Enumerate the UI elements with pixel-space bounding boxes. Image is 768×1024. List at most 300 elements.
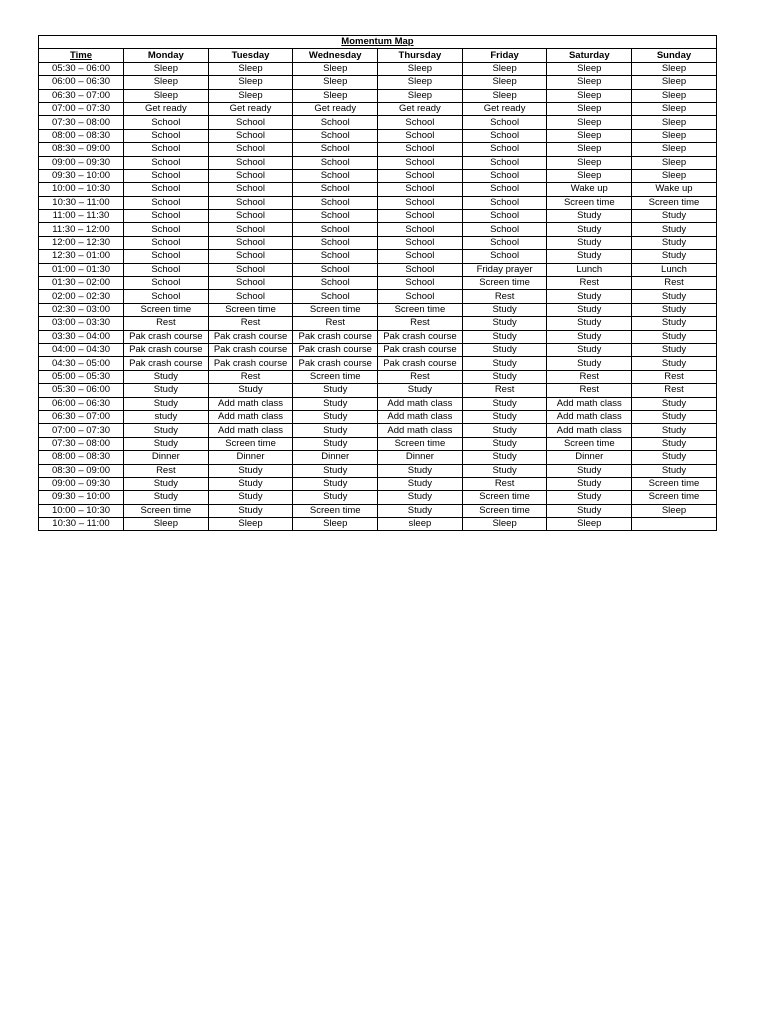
thursday-cell: Sleep	[378, 62, 463, 75]
schedule-body	[39, 62, 717, 531]
time-cell: 06:00 – 06:30	[39, 76, 124, 89]
time-cell: 04:00 – 04:30	[39, 343, 124, 356]
thursday-cell: Study	[378, 477, 463, 490]
thursday-cell: School	[378, 223, 463, 236]
tuesday-cell: School	[208, 236, 293, 249]
wednesday-cell: School	[293, 210, 378, 223]
time-cell: 06:30 – 07:00	[39, 89, 124, 102]
saturday-cell: Study	[547, 477, 632, 490]
friday-cell: School	[462, 196, 547, 209]
thursday-cell: School	[378, 277, 463, 290]
monday-cell: School	[124, 156, 209, 169]
table-row	[39, 236, 717, 249]
tuesday-cell: School	[208, 277, 293, 290]
wednesday-cell: Sleep	[293, 518, 378, 531]
saturday-cell: Add math class	[547, 424, 632, 437]
wednesday-cell: Screen time	[293, 370, 378, 383]
thursday-cell: Pak crash course	[378, 330, 463, 343]
time-cell: 02:30 – 03:00	[39, 303, 124, 316]
sunday-cell: Study	[632, 464, 717, 477]
friday-cell: Friday prayer	[462, 263, 547, 276]
saturday-cell: Study	[547, 290, 632, 303]
thursday-cell: School	[378, 183, 463, 196]
wednesday-cell: School	[293, 236, 378, 249]
monday-cell: Rest	[124, 464, 209, 477]
saturday-cell: Add math class	[547, 397, 632, 410]
wednesday-cell: Study	[293, 477, 378, 490]
tuesday-cell: Pak crash course	[208, 357, 293, 370]
wednesday-cell: Screen time	[293, 504, 378, 517]
friday-cell: School	[462, 210, 547, 223]
time-cell: 09:00 – 09:30	[39, 477, 124, 490]
table-row	[39, 290, 717, 303]
saturday-cell: Sleep	[547, 169, 632, 182]
column-header-monday: Monday	[124, 49, 209, 62]
monday-cell: Pak crash course	[124, 343, 209, 356]
time-cell: 08:30 – 09:00	[39, 143, 124, 156]
table-row	[39, 102, 717, 115]
friday-cell: Rest	[462, 290, 547, 303]
thursday-cell: Pak crash course	[378, 357, 463, 370]
tuesday-cell: Study	[208, 477, 293, 490]
saturday-cell: Study	[547, 303, 632, 316]
tuesday-cell: School	[208, 263, 293, 276]
wednesday-cell: School	[293, 290, 378, 303]
column-header-saturday: Saturday	[547, 49, 632, 62]
thursday-cell: School	[378, 250, 463, 263]
table-row	[39, 384, 717, 397]
friday-cell: School	[462, 129, 547, 142]
sunday-cell: Screen time	[632, 491, 717, 504]
time-cell: 11:30 – 12:00	[39, 223, 124, 236]
friday-cell: Study	[462, 370, 547, 383]
table-row	[39, 518, 717, 531]
monday-cell: School	[124, 277, 209, 290]
tuesday-cell: School	[208, 129, 293, 142]
table-row	[39, 491, 717, 504]
friday-cell: Study	[462, 397, 547, 410]
friday-cell: Screen time	[462, 504, 547, 517]
time-cell: 03:00 – 03:30	[39, 317, 124, 330]
monday-cell: School	[124, 210, 209, 223]
sunday-cell: Study	[632, 223, 717, 236]
table-row	[39, 76, 717, 89]
thursday-cell: Screen time	[378, 303, 463, 316]
sunday-cell: Study	[632, 303, 717, 316]
sunday-cell: Rest	[632, 384, 717, 397]
wednesday-cell: School	[293, 129, 378, 142]
wednesday-cell: Pak crash course	[293, 330, 378, 343]
monday-cell: School	[124, 169, 209, 182]
table-row	[39, 477, 717, 490]
table-row	[39, 437, 717, 450]
column-header-time: Time	[39, 49, 124, 62]
thursday-cell: Sleep	[378, 76, 463, 89]
saturday-cell: Study	[547, 236, 632, 249]
monday-cell: Dinner	[124, 451, 209, 464]
thursday-cell: School	[378, 236, 463, 249]
thursday-cell: School	[378, 129, 463, 142]
friday-cell: Study	[462, 343, 547, 356]
wednesday-cell: Pak crash course	[293, 357, 378, 370]
column-header-sunday: Sunday	[632, 49, 717, 62]
monday-cell: Sleep	[124, 518, 209, 531]
schedule-table	[38, 35, 717, 531]
sunday-cell: Study	[632, 357, 717, 370]
monday-cell: School	[124, 129, 209, 142]
table-row	[39, 303, 717, 316]
wednesday-cell: Study	[293, 424, 378, 437]
saturday-cell: Sleep	[547, 76, 632, 89]
table-row	[39, 424, 717, 437]
friday-cell: School	[462, 116, 547, 129]
monday-cell: Study	[124, 370, 209, 383]
tuesday-cell: Add math class	[208, 410, 293, 423]
tuesday-cell: Pak crash course	[208, 330, 293, 343]
time-cell: 10:30 – 11:00	[39, 196, 124, 209]
tuesday-cell: Rest	[208, 370, 293, 383]
thursday-cell: Study	[378, 464, 463, 477]
friday-cell: Study	[462, 437, 547, 450]
saturday-cell: Sleep	[547, 129, 632, 142]
saturday-cell: Study	[547, 250, 632, 263]
sunday-cell: Study	[632, 343, 717, 356]
thursday-cell: Get ready	[378, 102, 463, 115]
tuesday-cell: Add math class	[208, 424, 293, 437]
time-cell: 12:00 – 12:30	[39, 236, 124, 249]
thursday-cell: Pak crash course	[378, 343, 463, 356]
sunday-cell: Study	[632, 397, 717, 410]
table-row	[39, 210, 717, 223]
thursday-cell: Study	[378, 504, 463, 517]
friday-cell: Rest	[462, 384, 547, 397]
table-row	[39, 129, 717, 142]
saturday-cell: Sleep	[547, 89, 632, 102]
time-cell: 07:00 – 07:30	[39, 424, 124, 437]
sunday-cell: Sleep	[632, 156, 717, 169]
monday-cell: Pak crash course	[124, 357, 209, 370]
thursday-cell: School	[378, 169, 463, 182]
table-row	[39, 370, 717, 383]
wednesday-cell: School	[293, 250, 378, 263]
thursday-cell: Dinner	[378, 451, 463, 464]
sunday-cell: Wake up	[632, 183, 717, 196]
tuesday-cell: School	[208, 116, 293, 129]
column-header-wednesday: Wednesday	[293, 49, 378, 62]
sunday-cell: Sleep	[632, 169, 717, 182]
tuesday-cell: School	[208, 210, 293, 223]
table-row	[39, 317, 717, 330]
time-cell: 08:00 – 08:30	[39, 129, 124, 142]
saturday-cell: Add math class	[547, 410, 632, 423]
time-cell: 03:30 – 04:00	[39, 330, 124, 343]
sunday-cell: Sleep	[632, 76, 717, 89]
friday-cell: School	[462, 236, 547, 249]
saturday-cell: Rest	[547, 277, 632, 290]
friday-cell: Rest	[462, 477, 547, 490]
table-row	[39, 343, 717, 356]
friday-cell: Study	[462, 317, 547, 330]
table-row	[39, 250, 717, 263]
wednesday-cell: Screen time	[293, 303, 378, 316]
tuesday-cell: School	[208, 223, 293, 236]
thursday-cell: School	[378, 116, 463, 129]
table-row	[39, 263, 717, 276]
saturday-cell: Screen time	[547, 196, 632, 209]
sunday-cell: Study	[632, 317, 717, 330]
wednesday-cell: School	[293, 277, 378, 290]
saturday-cell: Study	[547, 223, 632, 236]
table-row	[39, 330, 717, 343]
saturday-cell: Dinner	[547, 451, 632, 464]
thursday-cell: Screen time	[378, 437, 463, 450]
wednesday-cell: Sleep	[293, 62, 378, 75]
thursday-cell: School	[378, 143, 463, 156]
thursday-cell: School	[378, 210, 463, 223]
tuesday-cell: Sleep	[208, 518, 293, 531]
tuesday-cell: Get ready	[208, 102, 293, 115]
sunday-cell: Sleep	[632, 504, 717, 517]
time-cell: 09:30 – 10:00	[39, 491, 124, 504]
friday-cell: Sleep	[462, 89, 547, 102]
wednesday-cell: Study	[293, 384, 378, 397]
thursday-cell: Sleep	[378, 89, 463, 102]
tuesday-cell: Screen time	[208, 437, 293, 450]
friday-cell: School	[462, 156, 547, 169]
tuesday-cell: Pak crash course	[208, 343, 293, 356]
monday-cell: School	[124, 116, 209, 129]
time-cell: 09:00 – 09:30	[39, 156, 124, 169]
table-row	[39, 196, 717, 209]
table-title: Momentum Map	[39, 36, 717, 49]
tuesday-cell: School	[208, 183, 293, 196]
tuesday-cell: Study	[208, 491, 293, 504]
table-row	[39, 277, 717, 290]
friday-cell: School	[462, 143, 547, 156]
wednesday-cell: School	[293, 156, 378, 169]
saturday-cell: Study	[547, 504, 632, 517]
monday-cell: Study	[124, 397, 209, 410]
wednesday-cell: School	[293, 143, 378, 156]
friday-cell: Study	[462, 451, 547, 464]
table-row	[39, 156, 717, 169]
thursday-cell: School	[378, 263, 463, 276]
thursday-cell: Add math class	[378, 410, 463, 423]
tuesday-cell: Study	[208, 504, 293, 517]
title-row	[39, 36, 717, 49]
time-cell: 01:30 – 02:00	[39, 277, 124, 290]
tuesday-cell: Sleep	[208, 62, 293, 75]
saturday-cell: Sleep	[547, 102, 632, 115]
table-row	[39, 357, 717, 370]
friday-cell: School	[462, 223, 547, 236]
time-cell: 06:00 – 06:30	[39, 397, 124, 410]
sunday-cell: Study	[632, 410, 717, 423]
sunday-cell: Rest	[632, 277, 717, 290]
wednesday-cell: Pak crash course	[293, 343, 378, 356]
time-cell: 04:30 – 05:00	[39, 357, 124, 370]
friday-cell: Study	[462, 357, 547, 370]
saturday-cell: Wake up	[547, 183, 632, 196]
time-cell: 09:30 – 10:00	[39, 169, 124, 182]
tuesday-cell: Study	[208, 464, 293, 477]
wednesday-cell: School	[293, 116, 378, 129]
table-row	[39, 89, 717, 102]
sunday-cell: Screen time	[632, 477, 717, 490]
monday-cell: School	[124, 143, 209, 156]
time-cell: 07:30 – 08:00	[39, 437, 124, 450]
sunday-cell: Sleep	[632, 62, 717, 75]
sunday-cell: Study	[632, 437, 717, 450]
wednesday-cell: Study	[293, 397, 378, 410]
tuesday-cell: Add math class	[208, 397, 293, 410]
monday-cell: Sleep	[124, 62, 209, 75]
time-cell: 05:00 – 05:30	[39, 370, 124, 383]
saturday-cell: Sleep	[547, 518, 632, 531]
friday-cell: School	[462, 250, 547, 263]
thursday-cell: School	[378, 156, 463, 169]
wednesday-cell: Rest	[293, 317, 378, 330]
table-row	[39, 143, 717, 156]
monday-cell: Screen time	[124, 504, 209, 517]
time-cell: 10:30 – 11:00	[39, 518, 124, 531]
saturday-cell: Screen time	[547, 437, 632, 450]
sunday-cell: Sleep	[632, 116, 717, 129]
header-row	[39, 49, 717, 62]
sunday-cell: Study	[632, 424, 717, 437]
column-header-thursday: Thursday	[378, 49, 463, 62]
saturday-cell: Lunch	[547, 263, 632, 276]
saturday-cell: Study	[547, 491, 632, 504]
monday-cell: School	[124, 196, 209, 209]
monday-cell: School	[124, 183, 209, 196]
sunday-cell: Study	[632, 330, 717, 343]
tuesday-cell: Rest	[208, 317, 293, 330]
thursday-cell: sleep	[378, 518, 463, 531]
saturday-cell: Sleep	[547, 143, 632, 156]
table-row	[39, 62, 717, 75]
time-cell: 07:30 – 08:00	[39, 116, 124, 129]
saturday-cell: Study	[547, 343, 632, 356]
sunday-cell: Study	[632, 210, 717, 223]
time-cell: 08:00 – 08:30	[39, 451, 124, 464]
time-cell: 10:00 – 10:30	[39, 504, 124, 517]
tuesday-cell: Sleep	[208, 76, 293, 89]
friday-cell: Sleep	[462, 518, 547, 531]
monday-cell: School	[124, 263, 209, 276]
wednesday-cell: Get ready	[293, 102, 378, 115]
monday-cell: Sleep	[124, 76, 209, 89]
friday-cell: Sleep	[462, 76, 547, 89]
tuesday-cell: Study	[208, 384, 293, 397]
monday-cell: Study	[124, 491, 209, 504]
wednesday-cell: School	[293, 183, 378, 196]
sunday-cell: Sleep	[632, 129, 717, 142]
table-row	[39, 410, 717, 423]
sunday-cell: Study	[632, 236, 717, 249]
wednesday-cell: Study	[293, 464, 378, 477]
sunday-cell: Screen time	[632, 196, 717, 209]
monday-cell: School	[124, 236, 209, 249]
saturday-cell: Rest	[547, 384, 632, 397]
column-header-tuesday: Tuesday	[208, 49, 293, 62]
thursday-cell: Rest	[378, 370, 463, 383]
monday-cell: School	[124, 290, 209, 303]
time-cell: 05:30 – 06:00	[39, 384, 124, 397]
time-cell: 11:00 – 11:30	[39, 210, 124, 223]
wednesday-cell: Study	[293, 410, 378, 423]
sunday-cell: Study	[632, 451, 717, 464]
tuesday-cell: School	[208, 156, 293, 169]
friday-cell: School	[462, 183, 547, 196]
table-row	[39, 183, 717, 196]
sunday-cell: Lunch	[632, 263, 717, 276]
thursday-cell: Study	[378, 491, 463, 504]
friday-cell: Get ready	[462, 102, 547, 115]
friday-cell: Study	[462, 303, 547, 316]
table-row	[39, 169, 717, 182]
table-row	[39, 397, 717, 410]
saturday-cell: Study	[547, 330, 632, 343]
monday-cell: School	[124, 223, 209, 236]
monday-cell: Study	[124, 477, 209, 490]
wednesday-cell: School	[293, 169, 378, 182]
tuesday-cell: School	[208, 196, 293, 209]
sunday-cell	[632, 518, 717, 531]
tuesday-cell: Sleep	[208, 89, 293, 102]
monday-cell: Get ready	[124, 102, 209, 115]
time-cell: 12:30 – 01:00	[39, 250, 124, 263]
monday-cell: Study	[124, 424, 209, 437]
monday-cell: Screen time	[124, 303, 209, 316]
friday-cell: Study	[462, 330, 547, 343]
tuesday-cell: School	[208, 290, 293, 303]
wednesday-cell: Study	[293, 491, 378, 504]
column-header-friday: Friday	[462, 49, 547, 62]
time-cell: 10:00 – 10:30	[39, 183, 124, 196]
sunday-cell: Study	[632, 250, 717, 263]
table-row	[39, 451, 717, 464]
saturday-cell: Study	[547, 210, 632, 223]
wednesday-cell: Sleep	[293, 89, 378, 102]
thursday-cell: Study	[378, 384, 463, 397]
wednesday-cell: Dinner	[293, 451, 378, 464]
friday-cell: Sleep	[462, 62, 547, 75]
sunday-cell: Rest	[632, 370, 717, 383]
thursday-cell: School	[378, 196, 463, 209]
monday-cell: study	[124, 410, 209, 423]
tuesday-cell: Dinner	[208, 451, 293, 464]
wednesday-cell: School	[293, 263, 378, 276]
time-cell: 07:00 – 07:30	[39, 102, 124, 115]
time-cell: 01:00 – 01:30	[39, 263, 124, 276]
tuesday-cell: Screen time	[208, 303, 293, 316]
monday-cell: Sleep	[124, 89, 209, 102]
monday-cell: Pak crash course	[124, 330, 209, 343]
sunday-cell: Sleep	[632, 143, 717, 156]
tuesday-cell: School	[208, 250, 293, 263]
saturday-cell: Study	[547, 317, 632, 330]
friday-cell: Study	[462, 410, 547, 423]
saturday-cell: Study	[547, 464, 632, 477]
tuesday-cell: School	[208, 169, 293, 182]
thursday-cell: School	[378, 290, 463, 303]
saturday-cell: Sleep	[547, 156, 632, 169]
table-row	[39, 504, 717, 517]
time-cell: 05:30 – 06:00	[39, 62, 124, 75]
time-cell: 08:30 – 09:00	[39, 464, 124, 477]
monday-cell: Rest	[124, 317, 209, 330]
